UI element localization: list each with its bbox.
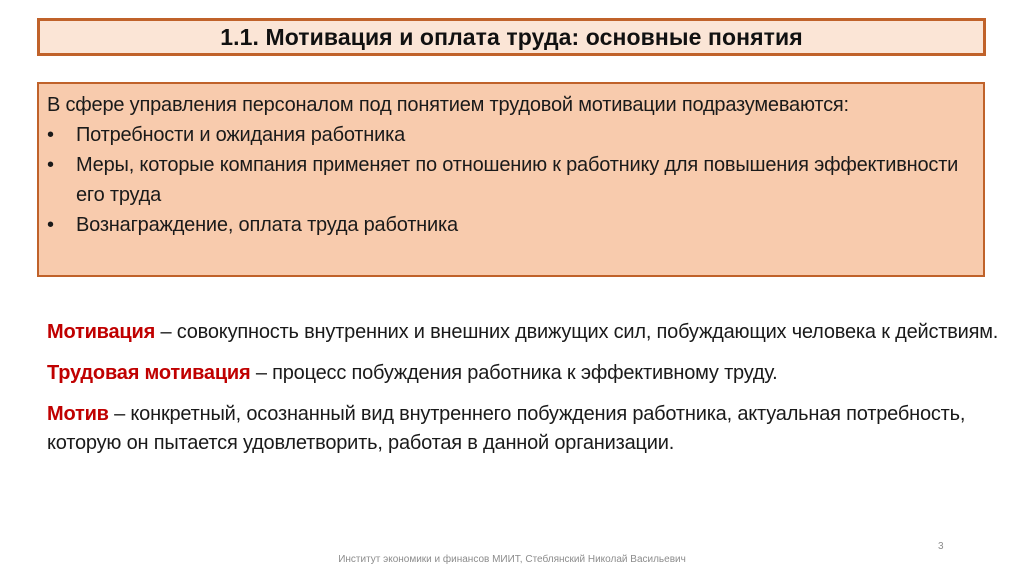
info-box-content	[47, 90, 977, 240]
definition-term: Трудовая мотивация	[47, 362, 251, 384]
definition-motivation	[47, 318, 1017, 347]
info-intro-text: В сфере управления персоналом под понятием трудовой мотивации подразумеваются:	[47, 94, 849, 116]
definition-text: – процесс побуждения работника к эффективному труду.	[250, 362, 778, 384]
slide-title-box	[37, 18, 986, 56]
definition-term: Мотивация	[47, 321, 156, 343]
page-number: 3	[938, 541, 944, 552]
bullet-icon: •	[47, 124, 54, 146]
bullet-list	[47, 120, 977, 240]
definition-term: Мотив	[47, 403, 109, 425]
bullet-item	[47, 210, 977, 240]
slide-title: 1.1. Мотивация и оплата труда: основные понятия	[220, 23, 803, 50]
bullet-text: Меры, которые компания применяет по отношению к работнику для повышения эффективности его труда	[76, 154, 959, 206]
definition-motive	[47, 400, 1017, 458]
bullet-item	[47, 150, 977, 210]
definition-labor-motivation	[47, 359, 1017, 388]
definition-text: – совокупность внутренних и внешних движущих сил, побуждающих человека к действиям.	[155, 321, 999, 343]
definition-text: – конкретный, осознанный вид внутреннего побуждения работника, актуальная потребность, которую он пытается удовлетворить, работая в данной организации.	[47, 403, 966, 454]
bullet-text: Вознаграждение, оплата труда работника	[76, 214, 458, 236]
info-box	[37, 82, 985, 277]
footer-text: Институт экономики и финансов МИИТ, Стеблянский Николай Васильевич	[338, 554, 686, 565]
bullet-icon: •	[47, 154, 54, 176]
bullet-text: Потребности и ожидания работника	[76, 124, 406, 146]
bullet-item	[47, 120, 977, 150]
definitions-section	[47, 318, 1017, 470]
bullet-icon: •	[47, 214, 54, 236]
